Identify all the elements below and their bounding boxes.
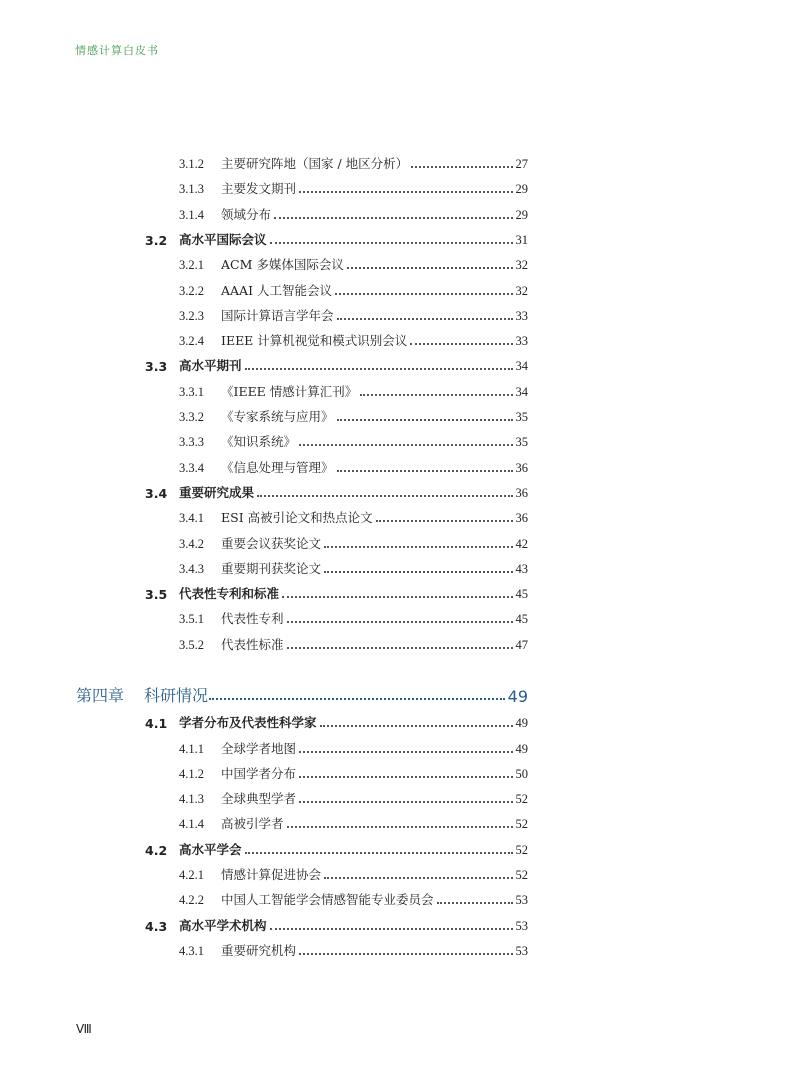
dot-leader (337, 469, 513, 472)
toc-number: 3.3 (145, 359, 168, 374)
dot-leader (320, 724, 513, 727)
toc-page-number: 36 (515, 511, 528, 525)
toc-number: 3.3.3 (179, 435, 204, 449)
toc-title: 《知识系统》 (221, 434, 297, 449)
dot-leader (270, 927, 513, 930)
toc-number: 4.3.1 (179, 944, 204, 958)
toc-title: ESI 高被引论文和热点论文 (221, 510, 373, 525)
toc-number: 4.1 (145, 716, 168, 731)
dot-leader (337, 317, 513, 320)
toc-subsection[interactable] (179, 888, 528, 908)
dot-leader (287, 620, 513, 623)
toc-subsection[interactable] (179, 532, 528, 552)
dot-leader (299, 775, 512, 778)
toc-page-number: 36 (515, 486, 528, 500)
toc-title: 国际计算语言学年会 (221, 308, 334, 323)
toc-page-number: 45 (515, 612, 528, 626)
toc-page-number: 52 (515, 868, 528, 882)
toc-section[interactable] (145, 228, 528, 248)
toc-title: 全球学者地图 (221, 741, 297, 756)
toc-title: 《信息处理与管理》 (221, 460, 334, 475)
dot-leader (287, 646, 513, 649)
toc-page-number: 49 (507, 687, 528, 706)
dot-leader (324, 570, 512, 573)
toc-title: 《专家系统与应用》 (221, 409, 334, 424)
toc-page-number: 32 (515, 258, 528, 272)
toc-number: 3.4.2 (179, 537, 204, 551)
dot-leader (287, 825, 513, 828)
toc-page-number: 36 (515, 461, 528, 475)
toc-title: 重要研究成果 (179, 485, 255, 500)
toc-page-number: 34 (515, 359, 528, 373)
toc-page-number: 34 (515, 385, 528, 399)
dot-leader (299, 952, 512, 955)
toc-number: 3.2.2 (179, 284, 204, 298)
toc-subsection[interactable] (179, 762, 528, 782)
dot-leader (299, 190, 512, 193)
toc-page-number: 27 (515, 157, 528, 171)
toc-number: 4.1.1 (179, 742, 204, 756)
toc-number: 3.2 (145, 233, 168, 248)
toc-subsection[interactable] (179, 329, 528, 349)
toc-title: 科研情况 (144, 686, 209, 705)
toc-number: 3.4 (145, 486, 168, 501)
toc-page-number: 53 (515, 919, 528, 933)
toc-number: 4.2.1 (179, 868, 204, 882)
toc-number: 4.1.2 (179, 767, 204, 781)
toc-title: 《IEEE 情感计算汇刊》 (221, 384, 358, 399)
toc-number: 3.2.1 (179, 258, 204, 272)
toc-number: 4.2 (145, 843, 168, 858)
toc-page-number: 52 (515, 843, 528, 857)
dot-leader (299, 750, 512, 753)
dot-leader (282, 595, 512, 598)
toc-number: 3.3.4 (179, 461, 204, 475)
toc-page-number: 45 (515, 587, 528, 601)
toc-title: 重要期刊获奖论文 (221, 561, 322, 576)
dot-leader (411, 165, 512, 168)
toc-title: 主要发文期刊 (221, 181, 297, 196)
toc-title: 高水平学会 (179, 842, 242, 857)
toc-number: 4.1.4 (179, 817, 204, 831)
toc-section[interactable] (145, 354, 528, 374)
toc-subsection[interactable] (179, 304, 528, 324)
toc-title: 高水平期刊 (179, 358, 242, 373)
toc-number: 3.1.4 (179, 208, 204, 222)
toc-number: 3.1.3 (179, 182, 204, 196)
dot-leader (299, 443, 512, 446)
toc-page-number: 49 (515, 742, 528, 756)
toc-page-number: 43 (515, 562, 528, 576)
toc-number: 3.3.1 (179, 385, 204, 399)
toc-page-number: 49 (515, 716, 528, 730)
dot-leader (299, 800, 512, 803)
toc-subsection[interactable] (179, 506, 528, 526)
toc-subsection[interactable] (179, 939, 528, 959)
toc-number: 3.2.4 (179, 334, 204, 348)
toc-subsection[interactable] (179, 812, 528, 832)
toc-number: 3.1.2 (179, 157, 204, 171)
dot-leader (376, 519, 513, 522)
toc-subsection[interactable] (179, 430, 528, 450)
toc-title: AAAI 人工智能会议 (221, 283, 332, 298)
toc-section[interactable] (145, 838, 528, 858)
toc-title: 中国学者分布 (221, 766, 297, 781)
toc-number: 3.2.3 (179, 309, 204, 323)
toc-title: 情感计算促进协会 (221, 867, 322, 882)
dot-leader (245, 851, 513, 854)
toc-subsection[interactable] (179, 456, 528, 476)
toc-section[interactable] (145, 481, 528, 501)
toc-section[interactable] (145, 582, 528, 602)
dot-leader (437, 901, 513, 904)
toc-subsection[interactable] (179, 787, 528, 807)
toc-title: 中国人工智能学会情感智能专业委员会 (221, 892, 434, 907)
toc-subsection[interactable] (179, 177, 528, 197)
toc-number: 第四章 (76, 686, 125, 705)
toc-page-number: 53 (515, 944, 528, 958)
dot-leader (337, 418, 513, 421)
toc-page-number: 35 (515, 435, 528, 449)
toc-title: 高水平学术机构 (179, 918, 267, 933)
toc-page-number: 50 (515, 767, 528, 781)
toc-title: 领域分布 (221, 207, 272, 222)
toc-number: 3.4.3 (179, 562, 204, 576)
toc-number: 4.2.2 (179, 893, 204, 907)
toc-title: ACM 多媒体国际会议 (221, 257, 344, 272)
toc-number: 3.5.1 (179, 612, 204, 626)
toc-title: IEEE 计算机视觉和模式识别会议 (221, 333, 408, 348)
toc-title: 代表性标准 (221, 637, 284, 652)
toc-subsection[interactable] (179, 737, 528, 757)
dot-leader (360, 393, 512, 396)
page-number: Ⅷ (76, 1022, 92, 1036)
toc-page-number: 29 (515, 208, 528, 222)
toc-number: 4.3 (145, 919, 168, 934)
toc-page-number: 33 (515, 309, 528, 323)
toc-page-number: 53 (515, 893, 528, 907)
toc-title: 高水平国际会议 (179, 232, 267, 247)
toc-number: 3.5 (145, 587, 168, 602)
toc-subsection[interactable] (179, 203, 528, 223)
toc-subsection[interactable] (179, 380, 528, 400)
toc-number: 3.3.2 (179, 410, 204, 424)
toc-title: 全球典型学者 (221, 791, 297, 806)
toc-page-number: 47 (515, 638, 528, 652)
toc-subsection[interactable] (179, 633, 528, 653)
dot-leader (257, 494, 512, 497)
dot-leader (245, 367, 513, 370)
dot-leader (410, 342, 512, 345)
toc-title: 代表性专利 (221, 611, 284, 626)
toc-title: 代表性专利和标准 (179, 586, 280, 601)
toc-number: 3.4.1 (179, 511, 204, 525)
dot-leader (347, 266, 513, 269)
toc-page-number: 35 (515, 410, 528, 424)
toc-title: 主要研究阵地（国家 / 地区分析） (221, 156, 409, 171)
toc-page-number: 52 (515, 792, 528, 806)
dot-leader (270, 241, 513, 244)
toc-page-number: 52 (515, 817, 528, 831)
toc-subsection[interactable] (179, 607, 528, 627)
toc-page-number: 33 (515, 334, 528, 348)
toc-subsection[interactable] (179, 863, 528, 883)
toc-subsection[interactable] (179, 279, 528, 299)
toc-title: 重要研究机构 (221, 943, 297, 958)
dot-leader (274, 216, 512, 219)
toc-number: 4.1.3 (179, 792, 204, 806)
toc-section[interactable] (145, 914, 528, 934)
toc-subsection[interactable] (179, 253, 528, 273)
dot-leader (324, 876, 512, 879)
toc-number: 3.5.2 (179, 638, 204, 652)
toc-subsection[interactable] (179, 405, 528, 425)
toc-chapter[interactable] (76, 682, 528, 706)
toc-page-number: 32 (515, 284, 528, 298)
dot-leader (324, 545, 512, 548)
toc-page-number: 42 (515, 537, 528, 551)
toc-section[interactable] (145, 711, 528, 731)
dot-leader (335, 292, 513, 295)
toc-title: 学者分布及代表性科学家 (179, 715, 317, 730)
toc-title: 重要会议获奖论文 (221, 536, 322, 551)
running-header: 情感计算白皮书 (75, 44, 159, 57)
toc-subsection[interactable] (179, 557, 528, 577)
toc-page-number: 31 (515, 233, 528, 247)
toc-page-number: 29 (515, 182, 528, 196)
dot-leader (209, 697, 505, 700)
toc-title: 高被引学者 (221, 816, 284, 831)
toc-subsection[interactable] (179, 152, 528, 172)
